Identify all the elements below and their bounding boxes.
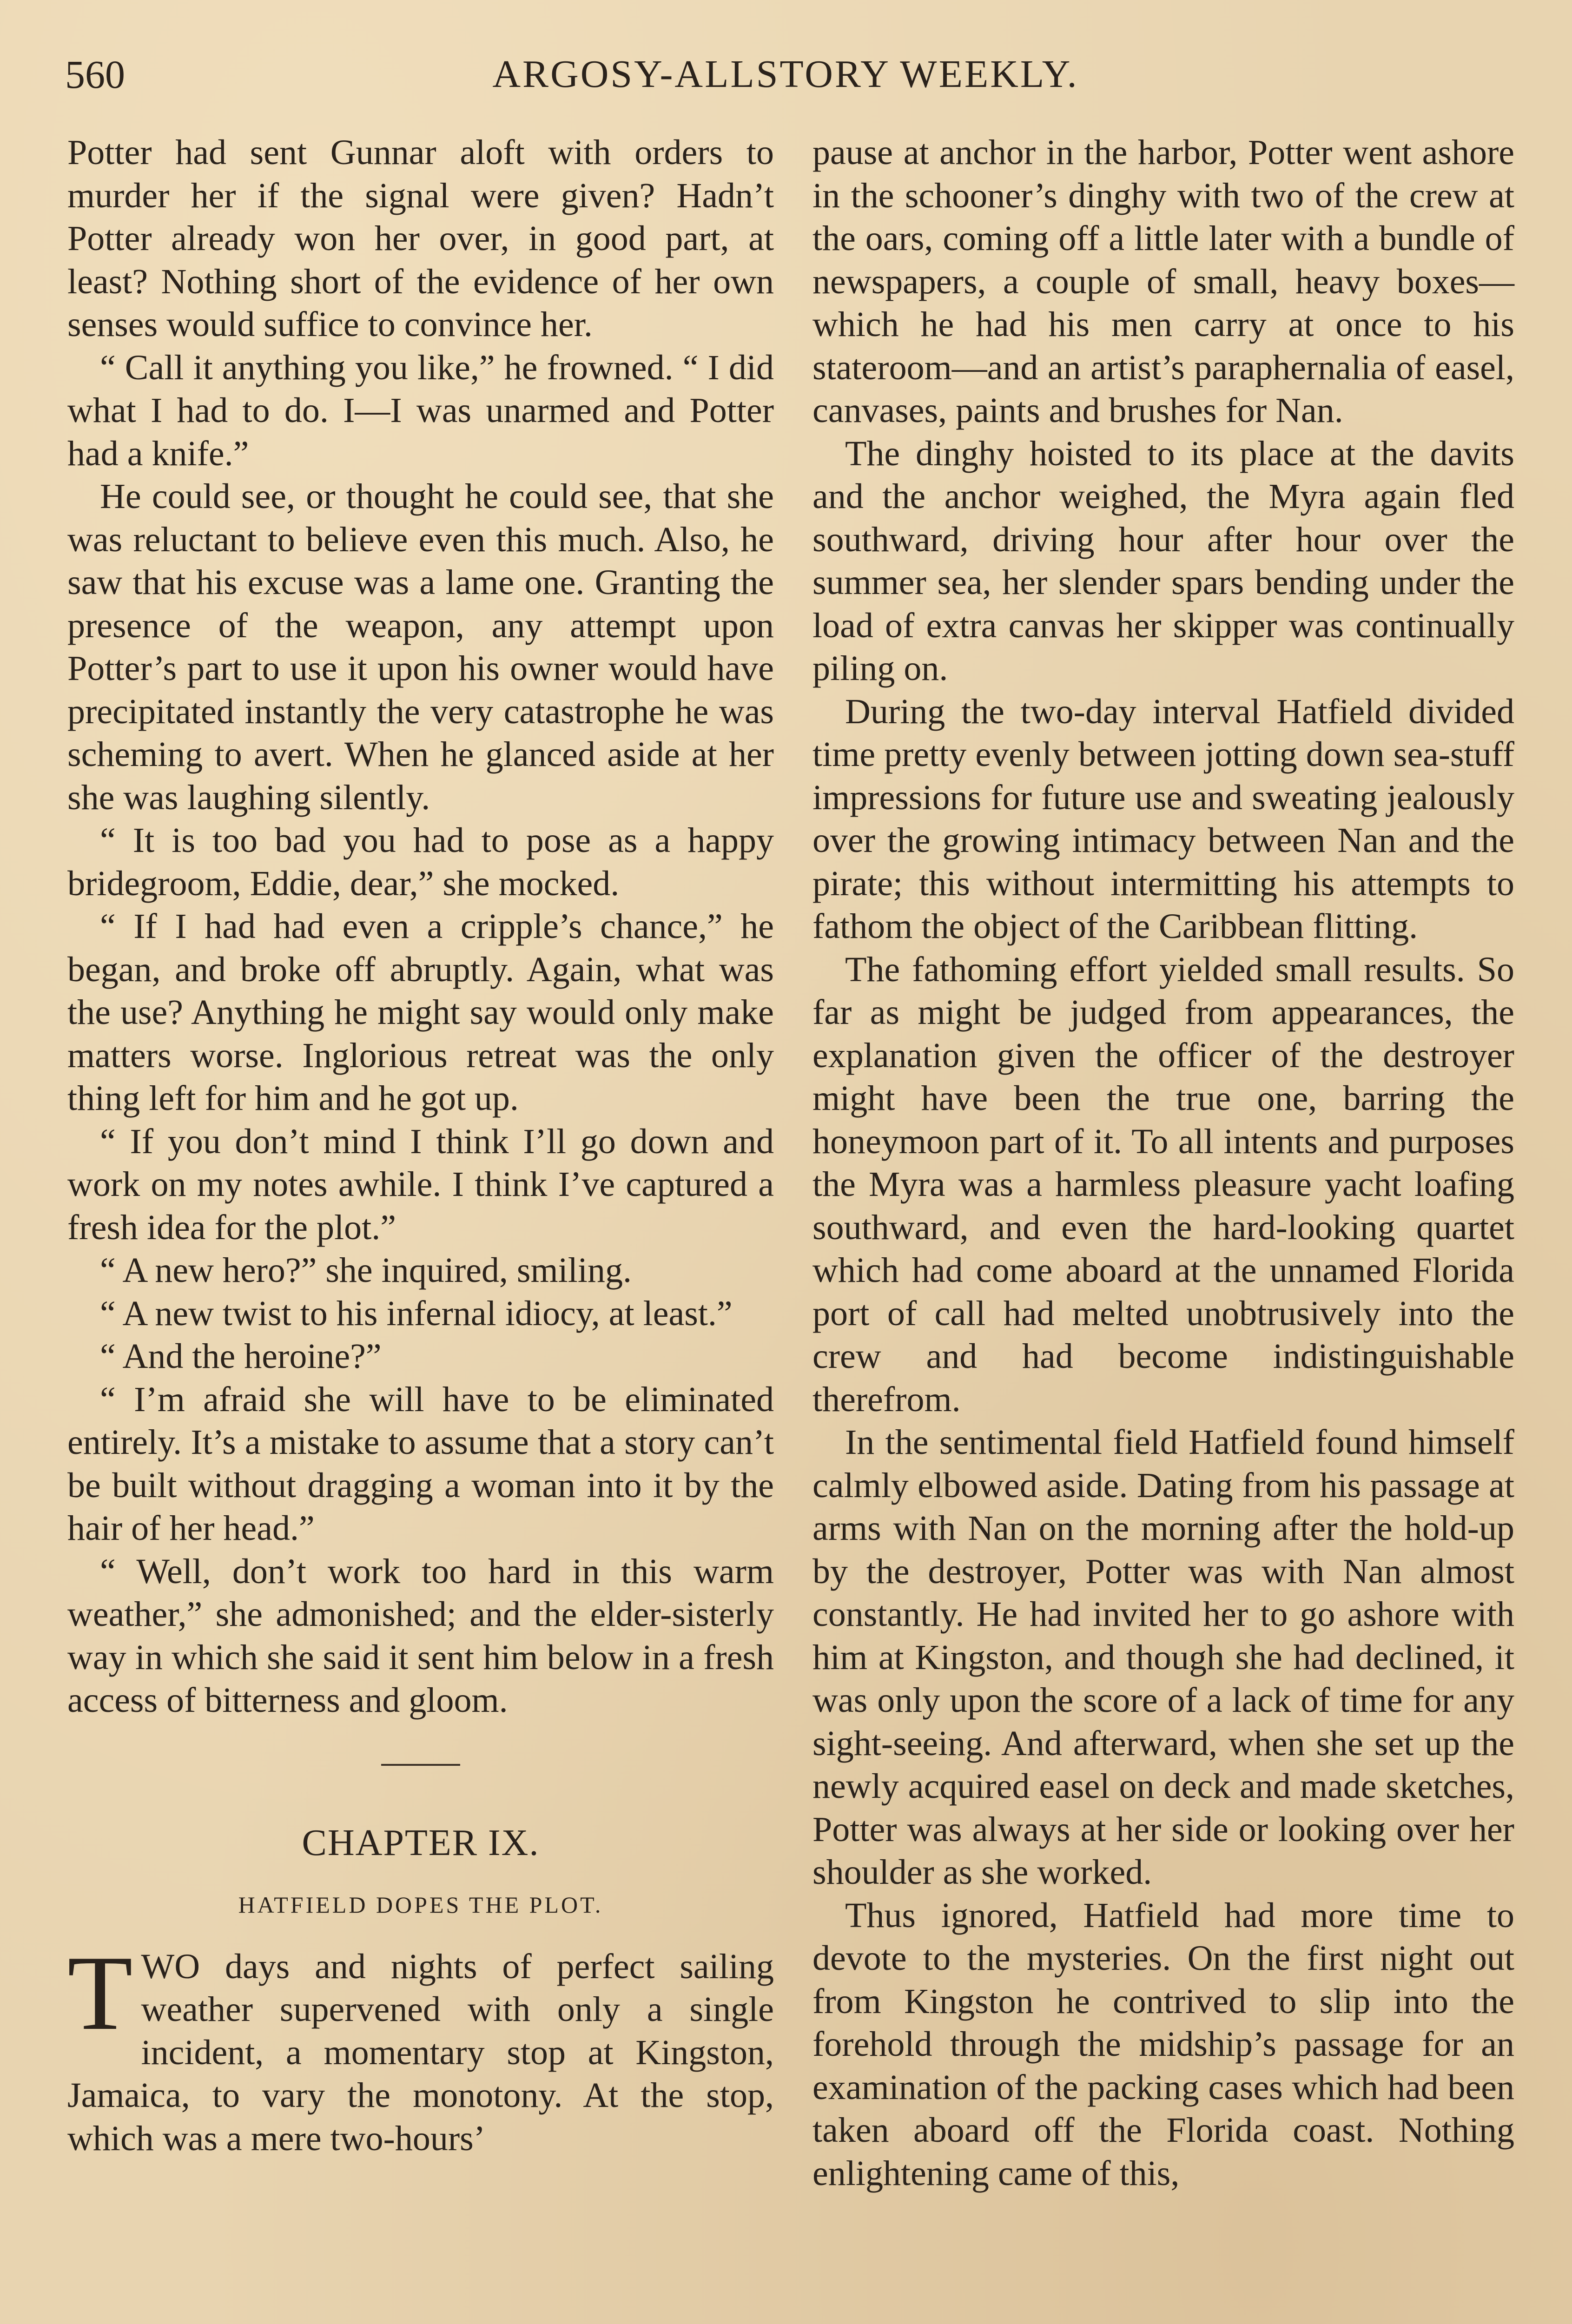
paragraph: He could see, or thought he could see, that she was reluctant to believe even this much. Also, he saw that his excuse was a lame one. Granting the presence of the weapon, any attempt upon Potter’s part to use it upon his owner would have precipitated instantly the very catastrophe he was scheming to avert. When he glanced aside at her she was laughing silently. xyxy=(67,477,774,817)
chapter-subtitle: HATFIELD DOPES THE PLOT. xyxy=(238,1891,603,1918)
paragraph: “ And the heroine?” xyxy=(100,1337,382,1376)
paragraph: The dinghy hoisted to its place at the davits and the anchor weighed, the Myra again fled southward, driving hour after hour over the summer sea, her slender spars bending under the load of extra canvas her skipper was continually piling on. xyxy=(812,434,1514,688)
chapter-title: CHAPTER IX. xyxy=(302,1822,540,1863)
chapter-opening-text: WO days and nights of perfect sailing weather supervened with only a single incident, a momentary stop at Kingston, Jamaica, to vary the monotony. At the stop, which was a mere two-hours’ xyxy=(67,1947,774,2158)
paragraph: The fathoming effort yielded small results. So far as might be judged from appearances, the explanation given the officer of the destroyer might have been the true one, barring the honeymoon part of it. To all intents and purposes the Myra was a harmless pleasure yacht loafing southward, and even the hard-looking quartet which had come aboard at the unnamed Florida port of call had melted unobtrusively into the crew and had become indistinguishable therefrom. xyxy=(812,950,1514,1419)
paragraph: In the sentimental field Hatfield found himself calmly elbowed aside. Dating from his passage at arms with Nan on the morning after the hold-up by the destroyer, Potter was with Nan almost constantly. He had invited her to go ashore with him at Kingston, and though she had declined, it was only upon the score of a lack of time for any sight-seeing. And afterward, when she set up the newly acquired easel on deck and made sketches, Potter was always at her side or looking over her shoulder as she worked. xyxy=(812,1423,1514,1892)
section-divider xyxy=(381,1764,460,1766)
left-column xyxy=(67,131,774,2160)
paragraph: “ A new hero?” she inquired, smiling. xyxy=(100,1251,632,1290)
paragraph: “ I’m afraid she will have to be eliminated entirely. It’s a mistake to assume that a story can’t be built without dragging a woman into it by the hair of her head.” xyxy=(67,1380,774,1548)
paragraph: “ A new twist to his infernal idiocy, at least.” xyxy=(100,1294,733,1333)
paragraph: Thus ignored, Hatfield had more time to devote to the mysteries. On the first night out from Kingston he contrived to slip into the forehold through the midship’s passage for an examination of the packing cases which had been taken aboard off the Florida coast. Nothing enlightening came of this, xyxy=(812,1895,1514,2193)
drop-cap-letter: T xyxy=(67,1933,133,2052)
paragraph: “ If you don’t mind I think I’ll go down and work on my notes awhile. I think I’ve captured a fresh idea for the plot.” xyxy=(67,1122,774,1247)
paragraph: During the two-day interval Hatfield divided time pretty evenly between jotting down sea-stuff impressions for future use and sweating jealously over the growing intimacy between Nan and the pirate; this without intermitting his attempts to fathom the object of the Caribbean flitting. xyxy=(812,692,1514,946)
running-title: ARGOSY-ALLSTORY WEEKLY. xyxy=(492,53,1079,96)
chapter-opening-paragraph xyxy=(67,1933,774,2160)
right-column xyxy=(812,131,1514,2195)
paragraph: “ Call it anything you like,” he frowned. “ I did what I had to do. I—I was unarmed and Potter had a knife.” xyxy=(67,348,774,473)
paragraph: Potter had sent Gunnar aloft with orders to murder her if the signal were given? Hadn’t Potter already won her over, in good part, at least? Nothing short of the evidence of her own senses would suffice to convince her. xyxy=(67,133,774,344)
paragraph: “ It is too bad you had to pose as a happy bridegroom, Eddie, dear,” she mocked. xyxy=(67,821,774,903)
paragraph: “ Well, don’t work too hard in this warm weather,” she admonished; and the elder-sisterly way in which she said it sent him below in a fresh access of bitterness and gloom. xyxy=(67,1552,774,1720)
page-header xyxy=(65,49,1506,105)
page-number: 560 xyxy=(65,52,125,97)
paragraph: “ If I had had even a cripple’s chance,” he began, and broke off abruptly. Again, what was the use? Anything he might say would only make matters worse. Inglorious retreat was the only thing left for him and he got up. xyxy=(67,907,774,1118)
paragraph: pause at anchor in the harbor, Potter went ashore in the schooner’s dinghy with two of the crew at the oars, coming off a little later with a bundle of newspapers, a couple of small, heavy boxes—which he had his men carry at once to his stateroom—and an artist’s paraphernalia of easel, canvases, paints and brushes for Nan. xyxy=(812,133,1514,430)
